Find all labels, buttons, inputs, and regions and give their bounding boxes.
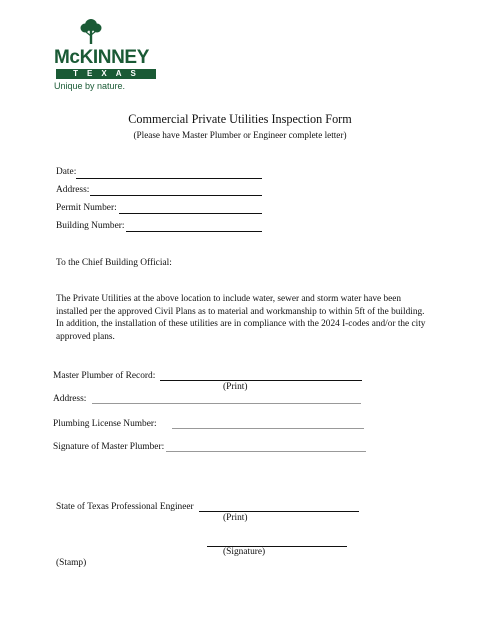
form-subtitle: (Please have Master Plumber or Engineer complete letter) — [133, 130, 347, 140]
mckinney-logo — [54, 18, 164, 98]
plumber-address-label: Address: — [53, 394, 87, 404]
master-plumber-label: Master Plumber of Record: — [53, 371, 156, 381]
permit-number-label: Permit Number: — [56, 203, 117, 213]
body-paragraph: The Private Utilities at the above location to include water, sewer and storm water have been installed per the approved Civil Plans as to material and workmanship to within 5ft of the building. In addition, the installation of these utilities are in compliance with the 2024 I-codes and/or the city approved plans. — [56, 294, 426, 342]
building-number-field[interactable] — [126, 231, 262, 232]
engineer-print-label: (Print) — [223, 513, 248, 523]
master-plumber-field[interactable] — [160, 380, 362, 381]
engineer-signature-label: (Signature) — [223, 547, 266, 557]
license-number-label: Plumbing License Number: — [53, 419, 157, 429]
tree-icon — [78, 18, 104, 46]
plumber-address-field[interactable] — [92, 402, 361, 404]
form-title: Commercial Private Utilities Inspection Form — [128, 112, 352, 126]
plumber-print-label: (Print) — [223, 382, 248, 392]
address-label: Address: — [56, 185, 90, 195]
license-number-field[interactable] — [172, 427, 364, 429]
logo-tagline: Unique by nature. — [54, 81, 126, 91]
date-field[interactable] — [76, 178, 262, 179]
plumber-signature-label: Signature of Master Plumber: — [53, 442, 165, 452]
date-label: Date: — [56, 167, 77, 177]
logo-state-bar: TEXAS — [56, 69, 156, 79]
address-field[interactable] — [90, 195, 262, 196]
logo-wordmark: McKINNEY — [54, 47, 149, 68]
salutation: To the Chief Building Official: — [56, 258, 172, 268]
permit-number-field[interactable] — [119, 213, 262, 214]
stamp-label: (Stamp) — [56, 558, 87, 568]
engineer-label: State of Texas Professional Engineer — [56, 502, 194, 512]
engineer-name-field[interactable] — [199, 511, 359, 512]
building-number-label: Building Number: — [56, 221, 125, 231]
plumber-signature-field[interactable] — [166, 450, 366, 452]
